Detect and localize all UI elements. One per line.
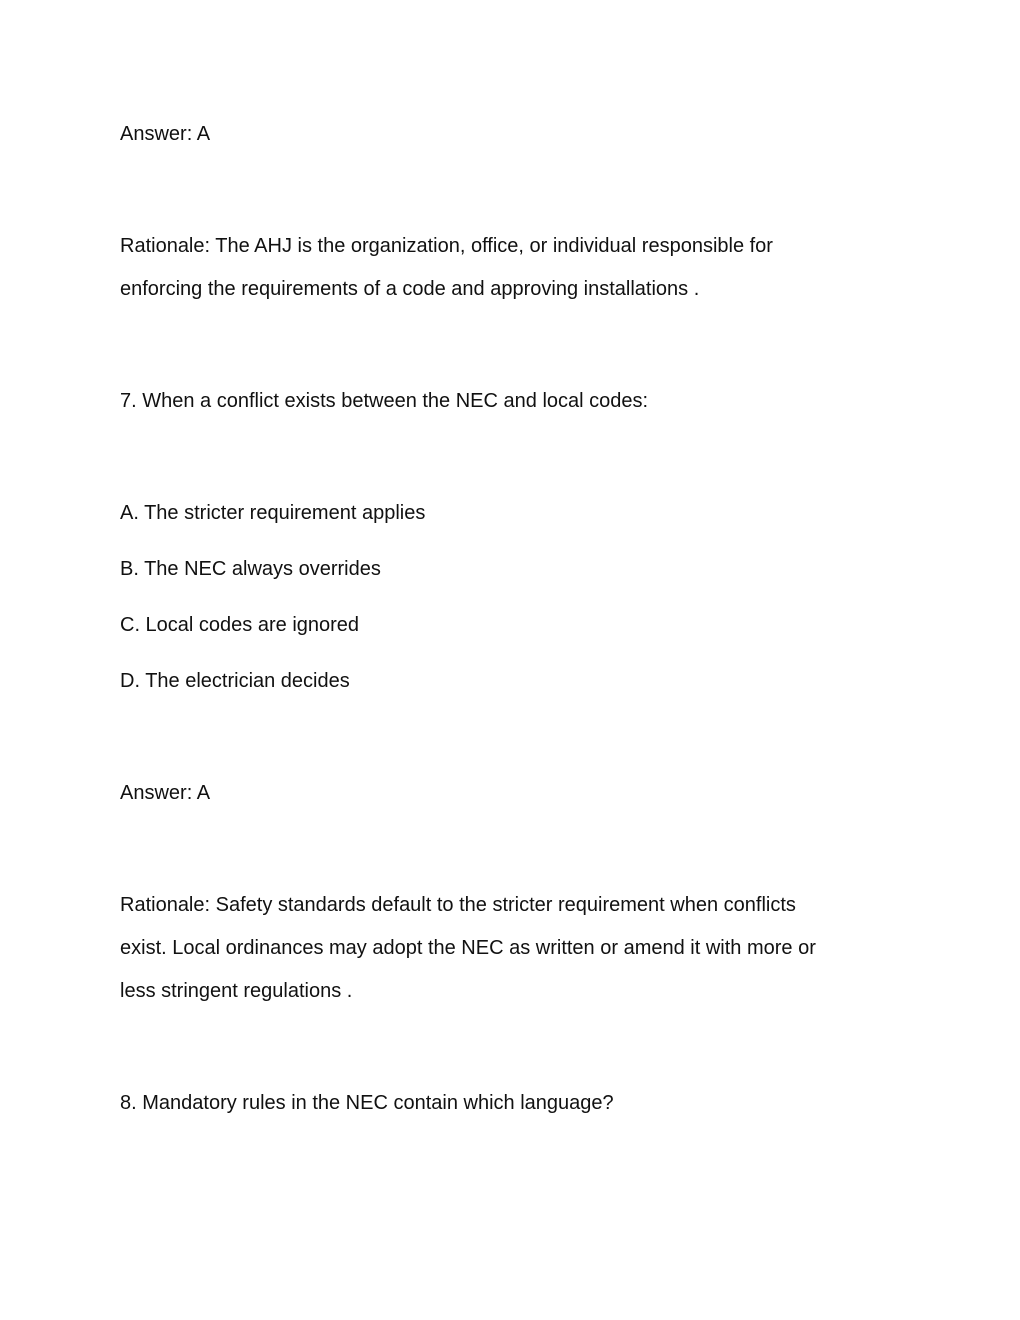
question-7-option-c: C. Local codes are ignored xyxy=(120,614,360,636)
question-7-rationale-line-1: Rationale: Safety standards default to the stricter requirement when conflicts xyxy=(120,894,796,916)
question-7-option-b: B. The NEC always overrides xyxy=(120,558,381,580)
answer-text: Answer: A xyxy=(120,123,211,145)
question-7-rationale-line-2: exist. Local ordinances may adopt the NEC as written or amend it with more or xyxy=(120,937,816,959)
question-8-prompt: 8. Mandatory rules in the NEC contain which language? xyxy=(120,1092,614,1114)
rationale-line-2: enforcing the requirements of a code and approving installations . xyxy=(120,278,700,300)
question-7-option-a: A. The stricter requirement applies xyxy=(120,502,426,524)
question-7-prompt: 7. When a conflict exists between the NEC and local codes: xyxy=(120,390,649,412)
question-7-option-d: D. The electrician decides xyxy=(120,670,350,692)
rationale-line-1: Rationale: The AHJ is the organization, office, or individual responsible for xyxy=(120,235,773,257)
question-7-rationale-line-3: less stringent regulations . xyxy=(120,980,353,1002)
question-7-answer: Answer: A xyxy=(120,782,211,804)
